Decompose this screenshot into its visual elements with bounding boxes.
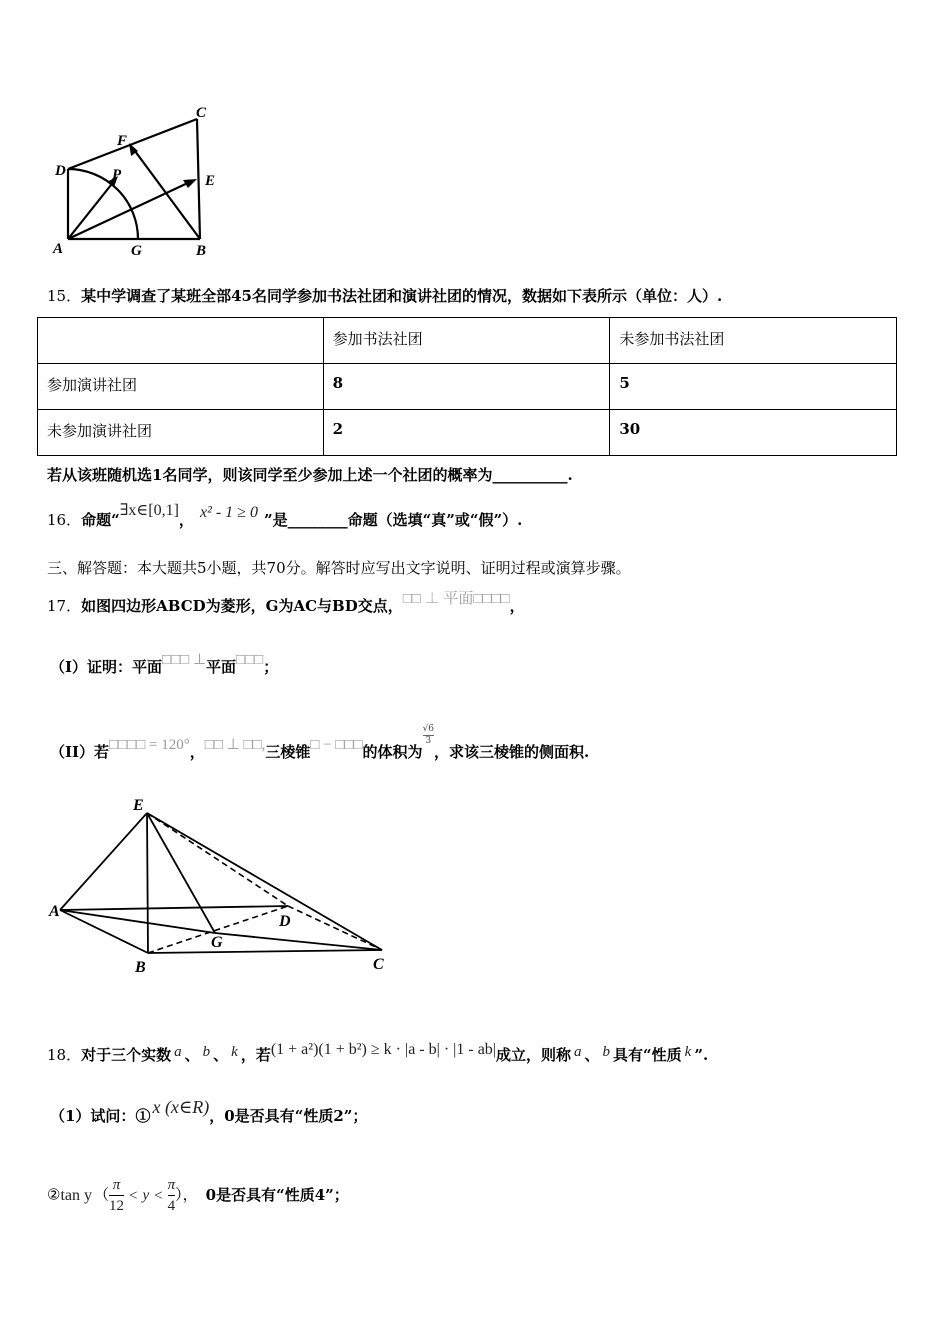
q18-math-tan: tan y xyxy=(60,1186,92,1204)
table-row xyxy=(38,364,897,410)
q18-part1: （1）试问：① x (x∈R)，0是否具有“性质2”； xyxy=(50,1097,368,1125)
q17-part1: （I）证明：平面□□□ ⊥平面□□□； xyxy=(50,652,279,676)
q18-frac-2: $\frac{\pi}{4}$ xyxy=(167,1177,176,1214)
table-row xyxy=(38,318,897,364)
q15-text: 15．某中学调查了某班全部45名同学参加书法社团和演讲社团的情况，数据如下表所示（单位：人）. xyxy=(47,287,723,305)
q15-after: 若从该班随机选1名同学，则该同学至少参加上述一个社团的概率为__________. xyxy=(47,466,573,484)
table-cell xyxy=(38,318,324,364)
label-b: B xyxy=(196,243,207,259)
q18-part2: ②tan y （ $\frac{\pi}{12}$ < y < $\frac{\pi}{4}$ ）， 0是否具有“性质4”； xyxy=(47,1177,349,1214)
table-cell: 参加演讲社团 xyxy=(38,364,324,410)
q18-text: 18．对于三个实数 a 、 b 、 k ，若(1 + a²)(1 + b²) ≥ k · |a - b| · |1 - ab|成立，则称 a 、 b 具有“性质 k ”. xyxy=(47,1041,709,1064)
label-b: B xyxy=(135,959,146,976)
q16-text: 16．命题“∃x∈[0,1]， x² - 1 ≥ 0 ”是________命题（选填“真”或“假”）. xyxy=(47,502,523,529)
table-cell: 5 xyxy=(610,364,897,410)
figure-quadrilateral xyxy=(45,95,235,265)
q16-math-ineq: x² - 1 ≥ 0 xyxy=(199,504,258,521)
label-d: D xyxy=(279,913,291,930)
vector-ae xyxy=(68,181,192,239)
q17-text: 17．如图四边形ABCD为菱形，G为AC与BD交点，□□ ⊥ 平面□□□□， xyxy=(47,591,525,615)
label-d: D xyxy=(55,163,66,179)
label-g: G xyxy=(131,243,142,259)
label-f: F xyxy=(117,133,128,149)
label-a: A xyxy=(53,241,64,257)
table-row xyxy=(38,410,897,456)
q17-fraction: $\frac{√6}{3}$ xyxy=(422,724,435,746)
table-cell: 30 xyxy=(610,410,897,456)
label-e: E xyxy=(133,797,144,814)
q18-math-x: x (x∈R) xyxy=(152,1097,210,1117)
label-e: E xyxy=(205,173,216,189)
table-cell: 8 xyxy=(323,364,610,410)
q17-math-perp: □□ ⊥ 平面□□□□ xyxy=(402,591,510,607)
label-a: A xyxy=(49,903,60,920)
table-cell: 参加书法社团 xyxy=(323,318,610,364)
survey-table xyxy=(37,317,897,456)
table-cell: 2 xyxy=(323,410,610,456)
label-c: C xyxy=(196,105,207,121)
pyramid-solid-lines xyxy=(60,813,382,953)
q18-formula: (1 + a²)(1 + b²) ≥ k · |a - b| · |1 - ab| xyxy=(270,1041,496,1058)
label-c: C xyxy=(373,956,384,973)
quadrilateral-lines xyxy=(68,119,200,239)
table-cell: 未参加书法社团 xyxy=(610,318,897,364)
arc-dp-g xyxy=(68,169,138,239)
section-3-heading: 三、解答题：本大题共5小题，共70分。解答时应写出文字说明、证明过程或演算步骤。 xyxy=(47,559,631,577)
vector-bf xyxy=(132,147,200,239)
label-g: G xyxy=(211,934,223,951)
table-cell: 未参加演讲社团 xyxy=(38,410,324,456)
figure-pyramid xyxy=(45,790,400,985)
label-p: P xyxy=(112,167,122,183)
vector-ap xyxy=(68,180,115,239)
q18-frac-1: $\frac{\pi}{12}$ xyxy=(109,1177,125,1214)
q17-part2: （II）若□□□□ = 120°，□□ ⊥ □□,三棱锥□ − □□□的体积为 $\frac{√6}{3}$ ，求该三棱锥的侧面积. xyxy=(50,724,590,761)
q16-math-exists: ∃x∈[0,1] xyxy=(119,502,179,519)
